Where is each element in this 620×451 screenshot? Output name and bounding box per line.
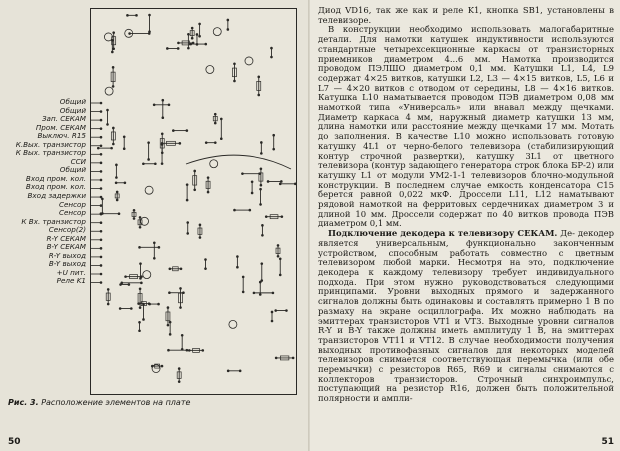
- solder-pad: [161, 151, 164, 154]
- solder-pad: [100, 264, 103, 267]
- solder-pad: [161, 365, 164, 368]
- solder-pad: [259, 293, 262, 296]
- solder-pad: [147, 158, 150, 161]
- solder-pad: [285, 309, 288, 312]
- solder-pad: [207, 191, 210, 194]
- solder-pad: [204, 267, 207, 270]
- solder-pad: [169, 333, 172, 336]
- solder-pad: [182, 291, 185, 294]
- solder-pad: [260, 184, 263, 187]
- transistor-outline: [213, 28, 221, 36]
- solder-pad: [186, 349, 189, 352]
- solder-pad: [116, 199, 119, 202]
- transistor-outline: [245, 57, 253, 65]
- solder-pad: [265, 215, 268, 218]
- solder-pad: [107, 303, 110, 306]
- solder-pad: [100, 213, 103, 216]
- solder-pad: [193, 188, 196, 191]
- solder-pad: [241, 172, 244, 175]
- solder-pad: [115, 181, 118, 184]
- solder-pad: [201, 349, 204, 352]
- solder-pad: [124, 275, 127, 278]
- solder-pad: [169, 321, 172, 324]
- solder-pad: [187, 47, 190, 50]
- solder-pad: [142, 162, 145, 165]
- solder-pad: [100, 273, 103, 276]
- solder-pad: [272, 292, 275, 295]
- connector-labels: [2, 98, 86, 286]
- solder-pad: [112, 66, 115, 69]
- transistor-outline: [229, 320, 237, 328]
- solder-pad: [100, 196, 103, 199]
- solder-pad: [239, 370, 242, 373]
- solder-pad: [257, 94, 260, 97]
- solder-pad: [128, 32, 131, 35]
- solder-pad: [166, 47, 169, 50]
- body-text: [318, 6, 614, 404]
- transistor-outline: [143, 271, 151, 279]
- connector-label: К Вых. транзистор: [15, 148, 86, 158]
- solder-pad: [167, 349, 170, 352]
- solder-pad: [140, 275, 143, 278]
- solder-pad: [196, 33, 199, 36]
- solder-pad: [260, 262, 263, 265]
- solder-pad: [161, 99, 164, 102]
- solder-pad: [259, 203, 262, 206]
- solder-pad: [275, 357, 278, 360]
- solder-pad: [115, 164, 118, 167]
- solder-pad: [227, 19, 230, 22]
- connector-label: Общий: [59, 105, 86, 115]
- solder-pad: [100, 162, 103, 165]
- jumper-wire: [186, 155, 291, 169]
- paragraph-1: Диод VD16, так же как и реле K1, кнопка SB1, установлены в телевизоре.: [318, 5, 614, 25]
- solder-pad: [106, 109, 109, 112]
- solder-pad: [168, 291, 171, 294]
- solder-pad: [167, 324, 170, 327]
- solder-pad: [115, 176, 118, 179]
- solder-pad: [100, 144, 103, 147]
- solder-pad: [137, 302, 140, 305]
- connector-label: Сенсор(2): [48, 225, 86, 235]
- solder-pad: [236, 255, 239, 258]
- solder-pad: [100, 187, 103, 190]
- paragraph-2: В конструкции необходимо использовать малогабаритные детали. Для намотки катушек индуктивности используются стандартные четырехсекционные каркасы от транзисторных приемников диаметром 4...6 мм. Намотка производится проводом ПЭЛШО диаметром 0,1 мм. Катушки L1, L4, L9 содержат 4×25 витков, катушки L2, L3 — 4×15 витков, L5, L6 и L7 — 4×20 витков с отводом от середины, L8 — 4×16 витков. Катушка L10 наматывается проводом ПЭВ диаметром 0,08 мм намоткой типа «Универсаль» или внавал между щечками. Диаметр каркаса 4 мм, наружный диаметр катушки 13 мм, длина намотки или расстояние между щечками 17 мм. Мотать до заполнения. В качестве L10 можно использовать готовую катушку 4L1 от черно-белого телевизора (стабилизирующий контур строчной развертки), катушку 3L1 от цветного телевизора (контур задающего генератора строк блока БР-2) или катушку L1 от модули УМ2-1-1 телевизоров блочно-модульной конструкции. В последнем случае емкость конденсатора C15 берется равной 0,022 мкФ. Дроссели L11, L12 наматывают рядовой намоткой на ферритовых сердечниках диаметром 3 и длиной 10 мм. Дроссели содержат по 40 витков провода ПЭВ диаметром 0,1 мм.: [318, 24, 614, 229]
- solder-pad: [126, 14, 129, 17]
- solder-pad: [135, 14, 138, 17]
- solder-pad: [279, 183, 282, 186]
- figure-caption: [8, 398, 190, 407]
- solder-pad: [186, 232, 189, 235]
- solder-pad: [100, 127, 103, 130]
- solder-pad: [259, 188, 262, 191]
- solder-pad: [100, 110, 103, 113]
- page-number-left: 50: [8, 437, 21, 447]
- solder-pad: [178, 380, 181, 383]
- solder-pad: [138, 329, 141, 332]
- solder-pad: [161, 162, 164, 165]
- solder-pad: [280, 180, 283, 183]
- solder-pad: [180, 267, 183, 270]
- solder-pad: [214, 113, 217, 116]
- solder-pad: [100, 170, 103, 173]
- solder-pad: [205, 141, 208, 144]
- solder-pad: [172, 129, 175, 132]
- section-heading: Подключение декодера к телевизору СЕКАМ.: [328, 228, 558, 239]
- solder-pad: [196, 43, 199, 46]
- solder-pad: [100, 256, 103, 259]
- figure-title: Расположение элементов на плате: [41, 398, 191, 407]
- solder-pad: [193, 170, 196, 173]
- connector-label: Сенсор: [58, 199, 86, 209]
- solder-pad: [100, 247, 103, 250]
- solder-pad: [192, 42, 195, 45]
- solder-pad: [186, 199, 189, 202]
- solder-pad: [233, 80, 236, 83]
- connector-label: Сенсор: [58, 208, 86, 218]
- solder-pad: [167, 306, 170, 309]
- solder-pad: [154, 162, 157, 165]
- solder-pad: [118, 212, 121, 215]
- transistor-outline: [206, 66, 214, 74]
- pcb-layout-diagram: [90, 8, 297, 395]
- solder-pad: [147, 141, 150, 144]
- solder-pad: [270, 56, 273, 59]
- solder-pad: [133, 217, 136, 220]
- connector-label: К Вх. транзистор: [21, 216, 86, 226]
- solder-pad: [139, 216, 142, 219]
- solder-pad: [124, 181, 127, 184]
- solder-pad: [168, 103, 171, 106]
- heading-tail: Де-: [557, 228, 575, 239]
- solder-pad: [186, 221, 189, 224]
- solder-pad: [123, 135, 126, 138]
- solder-pad: [186, 129, 189, 132]
- connector-label: Вход пром. кол.: [25, 173, 86, 183]
- solder-pad: [123, 147, 126, 150]
- page-number-right: 51: [601, 437, 614, 447]
- figure-number: Рис. 3.: [8, 398, 39, 407]
- solder-pad: [257, 76, 260, 79]
- solder-pad: [277, 255, 280, 258]
- connector-label: B-Y выход: [48, 259, 86, 269]
- solder-pad: [169, 267, 172, 270]
- solder-pad: [177, 42, 180, 45]
- solder-pad: [116, 191, 119, 194]
- solder-pad: [119, 307, 122, 310]
- solder-pad: [220, 137, 223, 140]
- connector-label: B-Y СЕКАМ: [46, 242, 86, 252]
- connector-label: К.Вых. транзистор: [15, 139, 86, 149]
- solder-pad: [139, 226, 142, 229]
- solder-pad: [140, 282, 143, 285]
- solder-pad: [251, 180, 254, 183]
- paragraph-3: [318, 229, 614, 404]
- solder-pad: [100, 281, 103, 284]
- solder-pad: [267, 180, 270, 183]
- connector-label: Общий: [59, 165, 86, 175]
- solder-pad: [142, 318, 145, 321]
- transistor-outline: [105, 87, 113, 95]
- solder-pad: [112, 127, 115, 130]
- solder-pad: [253, 292, 256, 295]
- solder-pad: [100, 153, 103, 156]
- solder-pad: [242, 276, 245, 279]
- solder-pad: [260, 279, 263, 282]
- solder-pad: [148, 14, 151, 17]
- solder-pad: [198, 23, 201, 26]
- solder-pad: [233, 62, 236, 65]
- solder-pad: [153, 103, 156, 106]
- solder-pad: [139, 306, 142, 309]
- connector-label: +U пит.: [56, 267, 86, 277]
- connector-label: R-Y СЕКАМ: [46, 233, 86, 243]
- solder-pad: [177, 47, 180, 50]
- solder-pad: [148, 30, 151, 33]
- solder-pad: [178, 367, 181, 370]
- solder-pad: [271, 320, 274, 323]
- solder-pad: [236, 266, 239, 269]
- solder-pad: [139, 262, 142, 265]
- connector-label: Вход задержки: [27, 191, 86, 201]
- solder-pad: [100, 136, 103, 139]
- solder-pad: [261, 224, 264, 227]
- solder-pad: [179, 142, 182, 145]
- solder-pad: [227, 370, 230, 373]
- solder-pad: [120, 282, 123, 285]
- right-page: [310, 0, 620, 451]
- transistor-outline: [145, 186, 153, 194]
- solder-pad: [187, 33, 190, 36]
- solder-pad: [281, 215, 284, 218]
- solder-pad: [161, 132, 164, 135]
- solder-pad: [249, 209, 252, 212]
- solder-pad: [270, 47, 273, 50]
- transistor-outline: [210, 160, 218, 168]
- solder-pad: [106, 123, 109, 126]
- transistor-outline: [104, 33, 112, 41]
- solder-pad: [191, 27, 194, 30]
- solder-pad: [128, 283, 131, 286]
- connector-label: Зап. СЕКАМ: [41, 114, 86, 124]
- solder-pad: [188, 349, 191, 352]
- pcb-drawing: [91, 9, 296, 394]
- connector-label: R-Y выход: [48, 250, 86, 260]
- solder-pad: [112, 143, 115, 146]
- solder-pad: [214, 141, 217, 144]
- solder-pad: [198, 35, 201, 38]
- solder-pad: [100, 221, 103, 224]
- solder-pad: [100, 204, 103, 207]
- connector-label: Пром. СЕКАМ: [35, 122, 86, 132]
- solder-pad: [251, 192, 254, 195]
- solder-pad: [261, 234, 264, 237]
- solder-pad: [157, 303, 160, 306]
- solder-pad: [242, 291, 245, 294]
- connector-label: Реле K1: [56, 276, 86, 286]
- solder-pad: [161, 142, 164, 145]
- solder-pad: [207, 176, 210, 179]
- solder-pad: [110, 147, 113, 150]
- solder-pad: [161, 116, 164, 119]
- connector-label: Выключ. R15: [37, 131, 86, 141]
- solder-pad: [100, 239, 103, 242]
- solder-pad: [214, 122, 217, 125]
- solder-pad: [133, 209, 136, 212]
- solder-pad: [199, 236, 202, 239]
- solder-pad: [227, 28, 230, 31]
- connector-label: Вход пром. кол.: [25, 182, 86, 192]
- paragraph-3-body: декодер является универсальным, функционально законченным устройством, способным работать совместно с цветным телевизором любой марки. Несмотря на это, подключение декодера к каждому телевизору требует индивидуального подхода. При этом нужно руководствоваться следующими принципами. Уровни выходных прямого и задержанного сигналов должны быть одинаковы и составлять примерно 1 В по размаху на экране осциллографа. Их можно наблюдать на эмиттерах транзисторов VT1 и VT3. Выходные уровни сигналов R-Y и B-Y также должны иметь амплитуду 1 В, на эмиттерах транзисторов VT11 и VT12. В случае необходимости получения выходных противофазных сигналов для некоторых моделей телевизоров снимается соответствующая перемычка (или обе перемычки) с резисторов R65, R69 и сигналы снимаются с коллекторов транзисторов. Строчный синхроимпульс, поступающий на резистор R16, должен быть положительной полярности и ампли-: [318, 228, 615, 404]
- solder-pad: [100, 102, 103, 105]
- solder-pad: [186, 183, 189, 186]
- solder-pad: [111, 51, 114, 54]
- solder-pad: [277, 244, 280, 247]
- solder-pad: [153, 257, 156, 260]
- solder-pad: [112, 85, 115, 88]
- solder-pad: [153, 241, 156, 244]
- solder-pad: [260, 152, 263, 155]
- connector-label: ССИ: [70, 156, 86, 166]
- solder-pad: [100, 230, 103, 233]
- solder-pad: [148, 302, 151, 305]
- solder-pad: [97, 147, 100, 150]
- solder-pad: [179, 306, 182, 309]
- solder-pad: [279, 257, 282, 260]
- solder-pad: [271, 311, 274, 314]
- solder-pad: [279, 274, 282, 277]
- solder-pad: [158, 246, 161, 249]
- solder-pad: [292, 357, 295, 360]
- solder-pad: [138, 321, 141, 324]
- solder-pad: [100, 119, 103, 122]
- solder-pad: [139, 287, 142, 290]
- solder-pad: [204, 43, 207, 46]
- connector-label: Общий: [59, 97, 86, 106]
- solder-pad: [107, 288, 110, 291]
- solder-pad: [112, 31, 115, 34]
- solder-pad: [204, 258, 207, 261]
- solder-pad: [272, 148, 275, 151]
- solder-pad: [138, 246, 141, 249]
- solder-pad: [274, 309, 277, 312]
- solder-pad: [294, 183, 296, 186]
- solder-pad: [199, 224, 202, 227]
- solder-pad: [220, 118, 223, 121]
- solder-pad: [130, 307, 133, 310]
- solder-pad: [260, 168, 263, 171]
- solder-pad: [191, 37, 194, 40]
- solder-pad: [233, 209, 236, 212]
- solder-pad: [272, 134, 275, 137]
- solder-pad: [260, 141, 263, 144]
- solder-pad: [181, 334, 184, 337]
- solder-pad: [179, 287, 182, 290]
- solder-pad: [258, 172, 261, 175]
- solder-pad: [100, 179, 103, 182]
